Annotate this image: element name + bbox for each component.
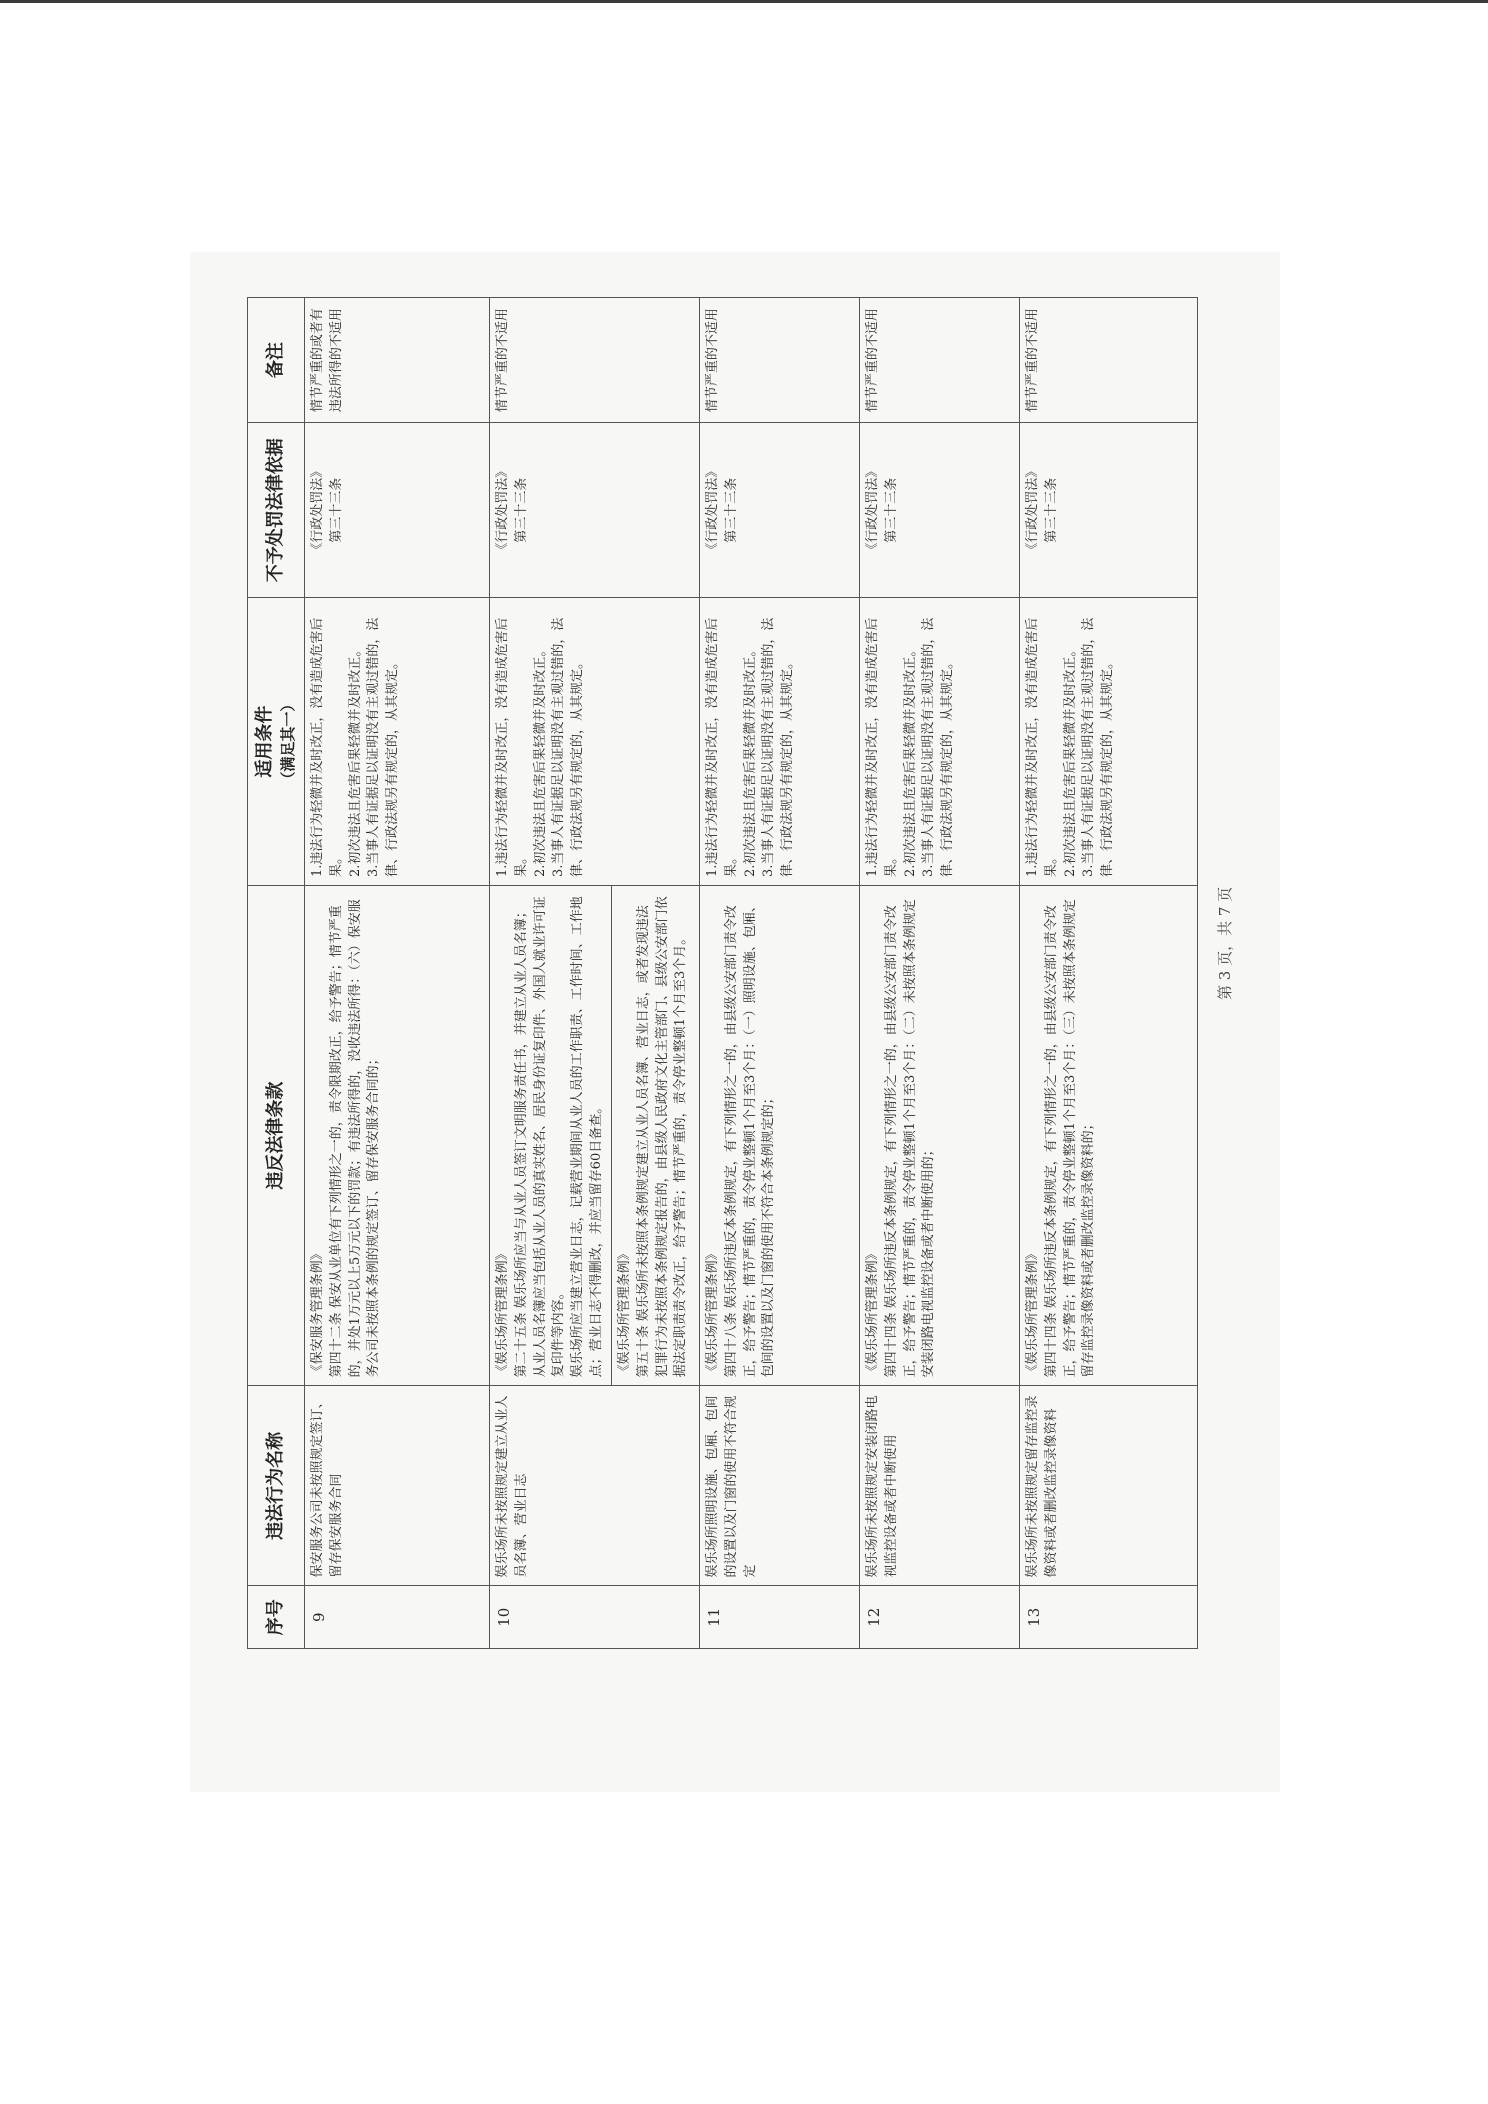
clause-cell xyxy=(859,885,1019,1385)
violation-name-cell: 保安服务公司未按照规定签订、留存保安服务合同 xyxy=(304,1386,489,1586)
condition-item: 2.初次违法且危害后果轻微并及时改正。 xyxy=(532,643,548,877)
basis-article: 第三十三条 xyxy=(513,477,529,543)
conditions-cell xyxy=(699,598,859,886)
clause-text: 《娱乐场所管理条例》 xyxy=(704,1247,720,1378)
condition-item: 3.当事人有证据足以证明没有主观过错的，法律、行政法规另有规定的，从其规定。 xyxy=(1081,617,1116,877)
header-seq: 序号 xyxy=(248,1586,305,1649)
basis-article: 第三十三条 xyxy=(328,477,344,543)
seq-cell: 11 xyxy=(699,1586,859,1649)
seq-cell: 9 xyxy=(304,1586,489,1649)
condition-item: 1.违法行为轻微并及时改正，没有造成危害后果。 xyxy=(704,617,739,877)
conditions-cell xyxy=(1019,598,1197,886)
remark-cell: 情节严重的不适用 xyxy=(489,298,699,423)
condition-item: 3.当事人有证据足以证明没有主观过错的，法律、行政法规另有规定的，从其规定。 xyxy=(761,617,796,877)
clause-cell xyxy=(489,885,699,1385)
violation-name-cell: 娱乐场所照明设施、包厢、包间的设置以及门窗的使用不符合规定 xyxy=(699,1386,859,1586)
clause-text: 《娱乐场所管理条例》 xyxy=(494,1247,510,1378)
conditions-cell xyxy=(859,598,1019,886)
table-header-row xyxy=(248,298,305,1649)
seq-cell: 13 xyxy=(1019,1586,1197,1649)
clause-text: 《娱乐场所管理条例》 xyxy=(1024,1247,1040,1378)
header-basis: 不予处罚法律依据 xyxy=(248,423,305,598)
seq-cell: 10 xyxy=(489,1586,699,1649)
basis-law: 《行政处罚法》 xyxy=(864,464,880,556)
condition-item: 2.初次违法且危害后果轻微并及时改正。 xyxy=(742,643,758,877)
table-row xyxy=(859,298,1019,1649)
basis-law: 《行政处罚法》 xyxy=(704,464,720,556)
remark-cell: 情节严重的不适用 xyxy=(859,298,1019,423)
scan-edge-line xyxy=(0,0,1488,3)
clause-text: 第五十条 娱乐场所未按照本条例规定建立从业人员名簿、营业日志，或者发现违法犯罪行为未按照本条例规定报告的，由县级人民政府文化主管部门、县级公安部门依据法定职责责令改正，给予警告；情节严重的，责令停业整顿1个月至3个月。 xyxy=(635,896,689,1378)
basis-law: 《行政处罚法》 xyxy=(494,464,510,556)
clause-text: 第四十八条 娱乐场所违反本条例规定，有下列情形之一的，由县级公安部门责令改正，给予警告；情节严重的，责令停业整顿1个月至3个月：（一）照明设施、包厢、包间的设置以及门窗的使用不符合本条例规定的； xyxy=(723,899,777,1378)
clause-text: 《娱乐场所管理条例》 xyxy=(616,1247,632,1378)
condition-item: 2.初次违法且危害后果轻微并及时改正。 xyxy=(1062,643,1078,877)
condition-item: 1.违法行为轻微并及时改正，没有造成危害后果。 xyxy=(864,617,899,877)
header-conditions xyxy=(248,598,305,886)
clause-text: 第二十五条 娱乐场所应当与从业人员签订文明服务责任书，并建立从业人员名簿；从业人员名簿应当包括从业人员的真实姓名、居民身份证复印件、外国人就业许可证复印件等内容。 xyxy=(513,896,567,1378)
condition-item: 2.初次违法且危害后果轻微并及时改正。 xyxy=(902,643,918,877)
basis-cell xyxy=(699,423,859,598)
header-clause: 违反法律条款 xyxy=(248,885,305,1385)
clause-part-b xyxy=(616,894,691,1377)
basis-law: 《行政处罚法》 xyxy=(1024,464,1040,556)
violation-name-cell: 娱乐场所未按照规定建立从业人员名簿、营业日志 xyxy=(489,1386,699,1586)
condition-item: 3.当事人有证据足以证明没有主观过错的，法律、行政法规另有规定的，从其规定。 xyxy=(551,617,586,877)
clause-part-a xyxy=(494,886,612,1385)
clause-text: 《娱乐场所管理条例》 xyxy=(864,1247,880,1378)
table-row xyxy=(304,298,489,1649)
violation-name-cell: 娱乐场所未按照规定留存监控录像资料或者删改监控录像资料 xyxy=(1019,1386,1197,1586)
basis-cell xyxy=(1019,423,1197,598)
basis-cell xyxy=(859,423,1019,598)
condition-item: 3.当事人有证据足以证明没有主观过错的，法律、行政法规另有规定的，从其规定。 xyxy=(921,617,956,877)
conditions-cell xyxy=(489,598,699,886)
table-row xyxy=(1019,298,1197,1649)
clause-cell xyxy=(304,885,489,1385)
header-conditions-sub: （满足其一） xyxy=(279,696,298,787)
seq-cell: 12 xyxy=(859,1586,1019,1649)
conditions-cell xyxy=(304,598,489,886)
condition-item: 1.违法行为轻微并及时改正，没有造成危害后果。 xyxy=(309,617,344,877)
condition-item: 1.违法行为轻微并及时改正，没有造成危害后果。 xyxy=(494,617,529,877)
rotated-table-frame xyxy=(247,297,1188,1649)
remark-cell: 情节严重的不适用 xyxy=(1019,298,1197,423)
condition-item: 2.初次违法且危害后果轻微并及时改正。 xyxy=(347,643,363,877)
clause-text: 《保安服务管理条例》 xyxy=(309,1247,325,1378)
clause-text: 第四十四条 娱乐场所违反本条例规定，有下列情形之一的，由县级公安部门责令改正，给予警告；情节严重的，责令停业整顿1个月至3个月：（二）未按照本条例规定安装闭路电视监控设备或者中断使用的； xyxy=(883,899,937,1378)
basis-cell xyxy=(304,423,489,598)
header-remark: 备注 xyxy=(248,298,305,423)
clause-text: 娱乐场所应当建立营业日志，记载营业期间从业人员的工作职责、工作时间、工作地点；营业日志不得删改，并应当留存60日备查。 xyxy=(570,896,605,1378)
violation-name-cell: 娱乐场所未按照规定安装闭路电视监控设备或者中断使用 xyxy=(859,1386,1019,1586)
condition-item: 3.当事人有证据足以证明没有主观过错的，法律、行政法规另有规定的，从其规定。 xyxy=(366,617,401,877)
basis-article: 第三十三条 xyxy=(883,477,899,543)
clause-text: 第四十二条 保安从业单位有下列情形之一的，责令限期改正，给予警告；情节严重的，并处1万元以上5万元以下的罚款；有违法所得的，没收违法所得：（六）保安服务公司未按照本条例的规定签订、留存保安服务合同的； xyxy=(328,899,382,1378)
table-row xyxy=(699,298,859,1649)
clause-cell xyxy=(699,885,859,1385)
header-name: 违法行为名称 xyxy=(248,1386,305,1586)
penalty-exemption-table xyxy=(247,297,1198,1649)
remark-cell: 情节严重的或者有违法所得的不适用 xyxy=(304,298,489,423)
basis-law: 《行政处罚法》 xyxy=(309,464,325,556)
basis-article: 第三十三条 xyxy=(1043,477,1059,543)
clause-text: 第四十四条 娱乐场所违反本条例规定，有下列情形之一的，由县级公安部门责令改正，给予警告；情节严重的，责令停业整顿1个月至3个月：（三）未按照本条例规定留存监控录像资料或者删改监控录像资料的； xyxy=(1043,899,1097,1378)
page-footer: 第 3 页，共 7 页 xyxy=(1216,886,1234,1000)
remark-cell: 情节严重的不适用 xyxy=(699,298,859,423)
basis-cell xyxy=(489,423,699,598)
header-conditions-title: 适用条件 xyxy=(254,705,275,778)
table-row xyxy=(489,298,699,1649)
clause-cell xyxy=(1019,885,1197,1385)
basis-article: 第三十三条 xyxy=(723,477,739,543)
condition-item: 1.违法行为轻微并及时改正，没有造成危害后果。 xyxy=(1024,617,1059,877)
